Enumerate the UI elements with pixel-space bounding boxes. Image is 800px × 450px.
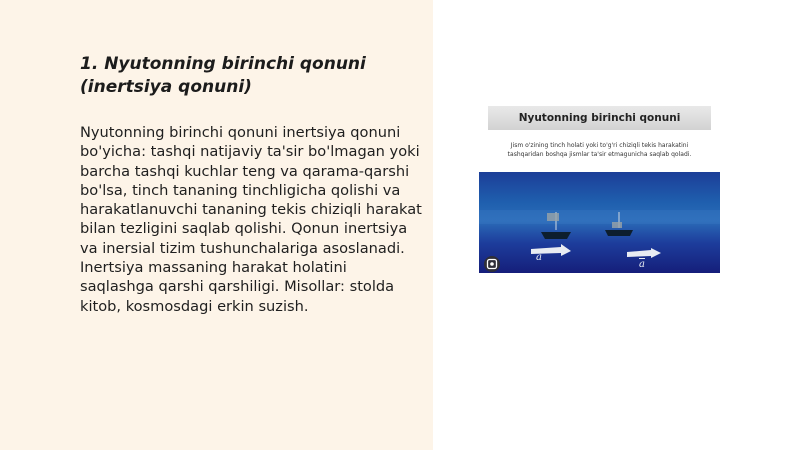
slide-title [80,53,400,99]
vector-label-right: $\overline{a}$ [639,259,645,270]
figure-caption-line2: tashqaridan boshqa jismlar ta'sir etmagunicha saqlab qoladi. [507,151,692,158]
vector-label-left: $\overline{a}$ [536,252,542,263]
scene-drawing [479,172,720,273]
figure-caption [489,141,710,159]
slide-title-line1: 1. Nyutonning birinchi qonuni [80,54,366,74]
figure-caption-line1: Jism o'zining tinch holati yoki to'g'ri chiziqli tekis harakatini [510,142,689,149]
slide-title-line2: (inertsiya qonuni) [80,77,252,97]
right-velocity-arrow [627,248,661,258]
figure-scene [479,172,720,273]
water-highlight [479,210,720,224]
visual-search-lens-icon[interactable] [484,256,500,272]
lens-glyph [486,258,498,270]
figure-header: Nyutonning birinchi qonuni [488,106,711,130]
newton-law-illustration [479,101,720,273]
slide-body-text: Nyutonning birinchi qonuni inertsiya qonuni bo'yicha: tashqi natijaviy ta'sir bo'lmagan yoki barcha tashqi kuchlar teng va qarama-qarshi bo'lsa, tinch tananing tinchligicha qolishi va harakatlanuvchi tananing tekis chiziqli harakat bilan tezligini saqlab qolishi. Qonun inertsiya va inersial tizim tushunchalariga asoslanadi. Inertsiya massaning harakat holatini saqlashga qarshi qarshiligi. Misollar: stolda kitob, kosmosdagi erkin suzish. [80,124,422,315]
